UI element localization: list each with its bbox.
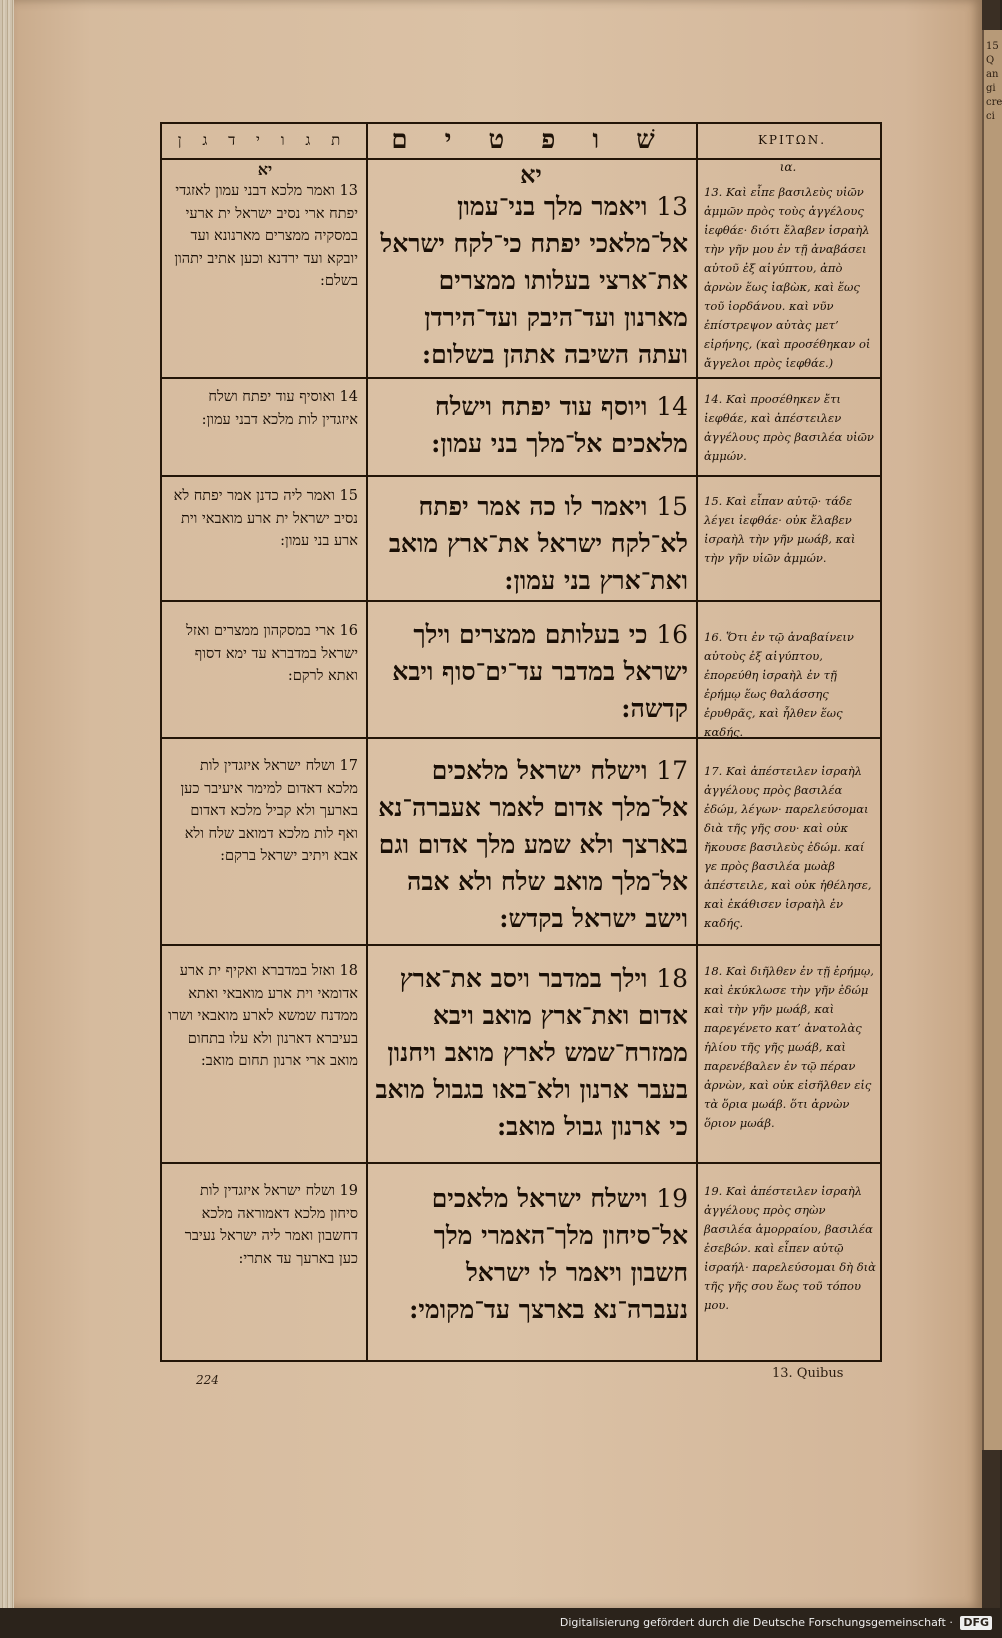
greek-verse-13: 13. Καὶ εἶπε βασιλεὺς υἱῶν ἀμμῶν πρὸς τοὺς ἀγγέλους ἰεφθάε· διότι ἔλαβεν ἰσραὴλ τὴν γῆν μου ἐν τῇ ἀναβάσει αὐτοῦ ἐξ αἰγύπτου, ἀπὸ ἀρνὼν ἕως ἰαβὼκ, καὶ ἕως τοῦ ἰορδάνου. καὶ νῦν ἐπίστρεψον αὐτὰς μετ’ εἰρήνης, (καὶ προσέθηκαν οἱ ἄγγελοι πρὸς ἰεφθάε.) xyxy=(704,185,871,370)
separator-dot: · xyxy=(949,1616,953,1629)
aramaic-verse-15: 15 ואמר ליה כדנן אמר יפתח לא נסיב ישראל ית ארע מואבאי וית ארע בני עמון: xyxy=(173,488,358,549)
row-divider xyxy=(160,737,882,739)
aramaic-verse-13: 13 ואמר מלכא דבני עמון לאזגדי יפתח ארי נסיב ישראל ית ארעי במסקיה ממצרים מארנונא ועד יובקא ועד ירדנא וכען אתיב יתהון בשלם: xyxy=(174,183,358,289)
page-number: 224 xyxy=(196,1373,219,1387)
greek-verse-17: 17. Καὶ ἀπέστειλεν ἰσραὴλ ἀγγέλους πρὸς βασιλέα ἐδώμ, λέγων· παρελεύσομαι διὰ τῆς γῆς σου· καὶ οὐκ ἤκουσε βασιλεὺς ἐδώμ. καί γε πρὸς βασιλέα μωὰβ ἀπέστειλε, καὶ οὐκ ἠθέλησε, καὶ ἐκάθισεν ἰσραὴλ ἐν καδής. xyxy=(704,764,872,930)
column-rule-2 xyxy=(696,122,698,1362)
hebrew-verse-19: 19 וישלח ישראל מלאכים אל־סיחון מלך־האמרי מלך חשבון ויאמר לו ישראל נעברה־נא בארצך עד־מקומי: xyxy=(409,1184,688,1324)
greek-column-title: ΚΡΙΤΩΝ. xyxy=(757,133,827,147)
aramaic-chapter-number: יא xyxy=(257,160,273,179)
row-divider xyxy=(160,600,882,602)
hebrew-verse-14: 14 ויוסף עוד יפתח וישלח מלאכים אל־מלך בני עמון: xyxy=(431,392,688,458)
dfg-logo-icon: DFG xyxy=(960,1616,992,1630)
hebrew-verse-15: 15 ויאמר לו כה אמר יפתח לא־לקח ישראל את־ארץ מואב ואת־ארץ בני עמון: xyxy=(388,492,688,595)
hebrew-column-title: שׁ ו פ ט י ם xyxy=(391,125,669,155)
aramaic-verse-19: 19 ושלח ישראל איזגדין לות סיחון מלכא דאמוראה מלכא דחשבון ואמר ליה ישראל נעיבר כען בארעך עד אתרי: xyxy=(184,1183,358,1267)
aramaic-column-title: ת ג ו י ד ג ן xyxy=(177,131,349,149)
hebrew-chapter-number: יא xyxy=(520,160,542,189)
digitization-banner xyxy=(0,1608,1000,1638)
row-divider xyxy=(160,475,882,477)
column-rule-1 xyxy=(366,122,368,1362)
aramaic-verse-18: 18 ואזל במדברא ואקיף ית ארע אדומאי וית ארע מואבאי ואתא ממדנח שמשא לארע מואבאי ושרו בעיברא דארנון ולא עלו בתחום מואב ארי ארנון תחום מואב: xyxy=(168,963,358,1069)
facing-page-edge: 15 Q an gi cre ci xyxy=(982,30,1002,1450)
hebrew-verse-17: 17 וישלח ישראל מלאכים אל־מלך אדום לאמר אעברה־נא בארצך ולא שמע מלך אדום וגם אל־מלך מואב שלח ולא אבה וישב ישראל בקדש: xyxy=(378,756,688,933)
greek-verse-18: 18. Καὶ διῆλθεν ἐν τῇ ἐρήμῳ, καὶ ἐκύκλωσε τὴν γῆν ἐδώμ καὶ τὴν γῆν μωάβ, καὶ παρεγένετο κατ’ ἀνατολὰς ἡλίου τῆς γῆς μωάβ, καὶ παρενέβαλεν ἐν τῷ πέραν ἀρνὼν, καὶ οὐκ εἰσῆλθεν εἰς τὰ ὅρια μωάβ. ὅτι ἀρνὼν ὅριον μωάβ. xyxy=(704,964,874,1130)
greek-verse-16: 16. Ὅτι ἐν τῷ ἀναβαίνειν αὐτοὺς ἐξ αἰγύπτου, ἐπορεύθη ἰσραὴλ ἐν τῇ ἐρήμῳ ἕως θαλάσσης ἐρυθρᾶς, καὶ ἦλθεν ἕως καδής. xyxy=(704,630,854,739)
row-divider xyxy=(160,1162,882,1164)
row-divider xyxy=(160,377,882,379)
hebrew-verse-13: 13 ויאמר מלך בני־עמון אל־מלאכי יפתח כי־לקח ישראל את־ארצי בעלותו ממצרים מארנון ועד־היבק ועד־הירדן ועתה השיבה אתהן בשלום: xyxy=(380,192,688,369)
greek-verse-19: 19. Καὶ ἀπέστειλεν ἰσραὴλ ἀγγέλους πρὸς σηὼν βασιλέα ἀμορραίου, βασιλέα ἐσεβών. καὶ εἶπεν αὐτῷ ἰσραήλ· παρελεύσομαι δὴ διὰ τῆς γῆς σου ἕως τοῦ τόπου μου. xyxy=(704,1184,876,1312)
hebrew-verse-18: 18 וילך במדבר ויסב את־ארץ אדום ואת־ארץ מואב ויבא ממזרח־שמש לארץ מואב ויחנון בעבר ארנון ולא־באו בגבול מואב כי ארנון גבול מואב: xyxy=(375,964,688,1141)
digitization-credit: Digitalisierung gefördert durch die Deutsche Forschungsgemeinschaft xyxy=(559,1616,946,1629)
hebrew-verse-16: 16 כי בעלותם ממצרים וילך ישראל במדבר עד־ים־סוף ויבא קדשה: xyxy=(392,620,688,723)
greek-chapter-number: ια. xyxy=(779,160,797,174)
catchword: 13. Quibus xyxy=(772,1366,844,1381)
left-border-rule xyxy=(160,122,162,1362)
bottom-rule xyxy=(160,1360,882,1362)
greek-verse-15: 15. Καὶ εἶπαν αὐτῷ· τάδε λέγει ἰεφθάε· οὐκ ἔλαβεν ἰσραὴλ τὴν γῆν μωάβ, καὶ τὴν γῆν υἱῶν ἀμμών. xyxy=(704,494,856,565)
greek-verse-14: 14. Καὶ προσέθηκεν ἔτι ἰεφθάε, καὶ ἀπέστειλεν ἀγγέλους πρὸς βασιλέα υἱῶν ἀμμών. xyxy=(704,392,874,463)
row-divider xyxy=(160,944,882,946)
aramaic-verse-14: 14 ואוסיף עוד יפתח ושלח איזגדין לות מלכא דבני עמון: xyxy=(201,389,358,428)
right-border-rule xyxy=(880,122,882,1362)
aramaic-verse-17: 17 ושלח ישראל איזגדין לות מלכא דאדום למימר איעיבר כען בארעך ולא קביל מלכא דאדום ואף לות מלכא דמואב שלח ולא אבא ויתיב ישראל ברקם: xyxy=(180,758,358,864)
aramaic-verse-16: 16 ארי במסקהון ממצרים ואזל ישראל במדברא עד ימא דסוף ואתא לרקם: xyxy=(186,623,358,684)
